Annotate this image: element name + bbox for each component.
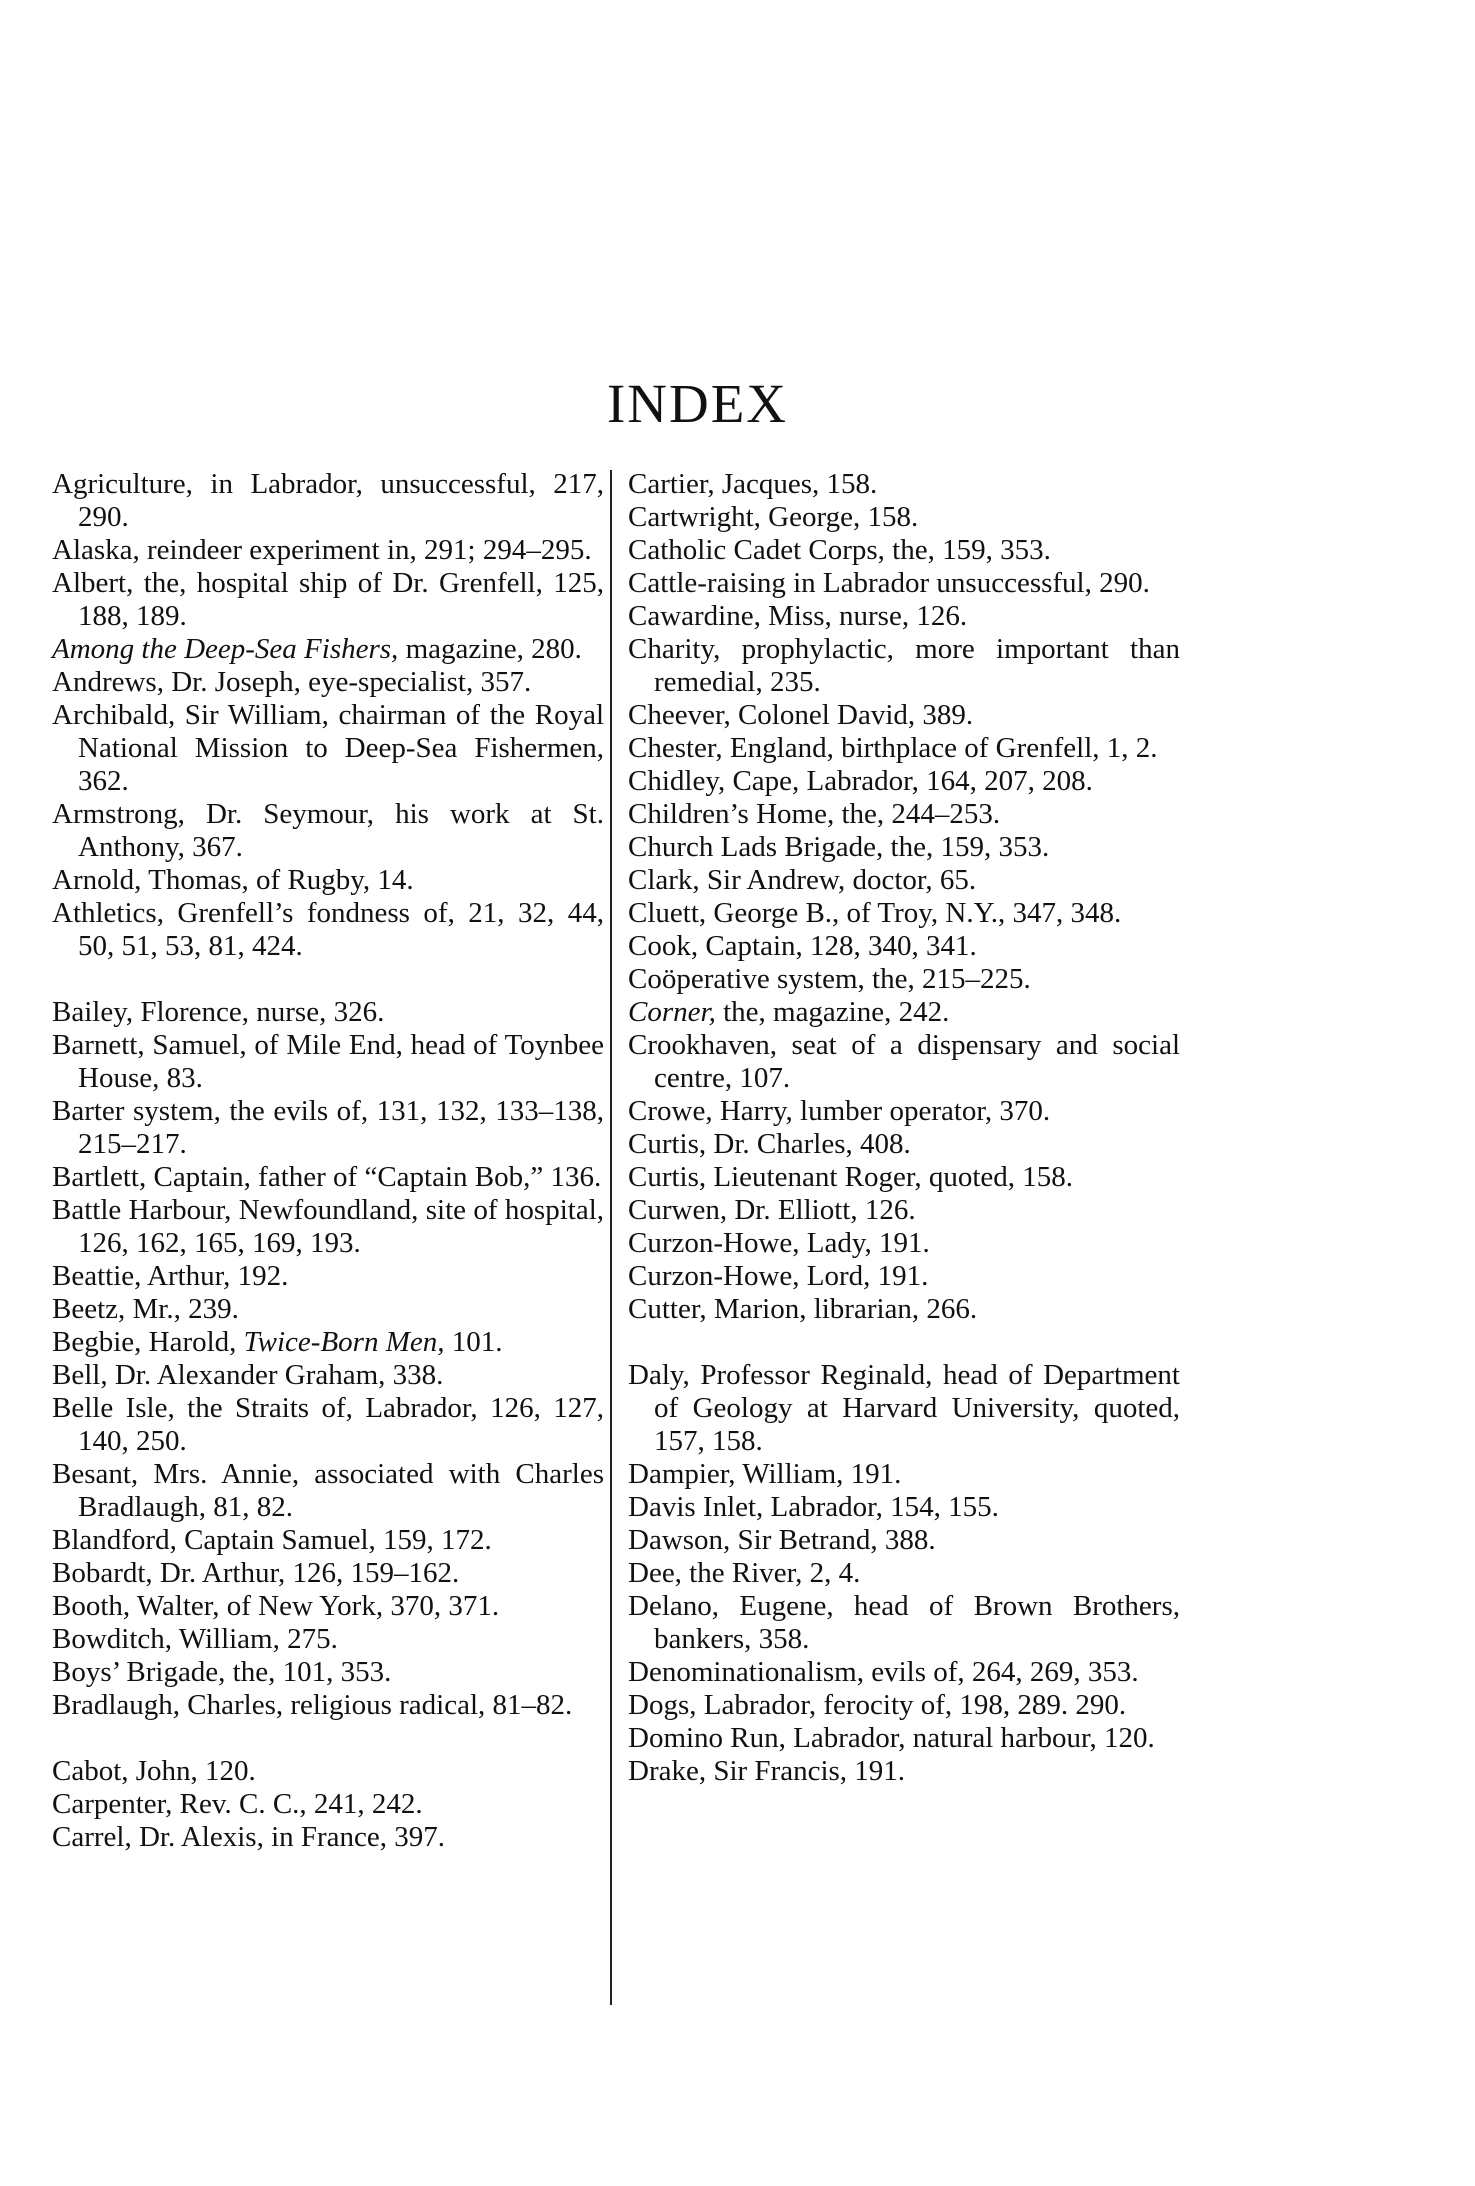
index-entry [52,468,604,534]
index-entry [52,1656,604,1689]
index-entry-text: Cawardine, Miss, nurse, 126. [628,600,968,632]
index-entry [628,1458,1180,1491]
index-entry [52,1095,604,1161]
index-entry-text: Besant, Mrs. Annie, associated with Charles Bradlaugh, 81, 82. [52,1458,604,1523]
index-entry-text: Dawson, Sir Betrand, 388. [628,1524,936,1556]
index-entry [52,1788,604,1821]
index-entry-text: Coöperative system, the, 215–225. [628,963,1031,995]
index-entry [628,1227,1180,1260]
index-entry [52,798,604,864]
index-entry-text: Crowe, Harry, lumber operator, 370. [628,1095,1051,1127]
index-entry [628,1128,1180,1161]
index-entry [52,1194,604,1260]
index-entry-text: Bartlett, Captain, father of “Captain Bob,” 136. [52,1161,602,1193]
index-entry-text: Alaska, reindeer experiment in, 291; 294–295. [52,534,592,566]
index-entry-text: Cutter, Marion, librarian, 266. [628,1293,978,1325]
index-entry-italic-text: Among the Deep-Sea Fishers, [52,633,399,665]
index-entry-text: Bell, Dr. Alexander Graham, 338. [52,1359,444,1391]
index-entry [52,1260,604,1293]
index-entry [628,1722,1180,1755]
index-entry [52,1392,604,1458]
index-entry-text: Cook, Captain, 128, 340, 341. [628,930,977,962]
index-entry-text: Agriculture, in Labrador, unsuccessful, 217, 290. [52,468,604,533]
index-entry-text: Barter system, the evils of, 131, 132, 133–138, 215–217. [52,1095,604,1160]
index-entry-text: Davis Inlet, Labrador, 154, 155. [628,1491,999,1523]
index-column-right [628,468,1180,1788]
index-entry [628,699,1180,732]
index-entry-text: Boys’ Brigade, the, 101, 353. [52,1656,392,1688]
index-entry-text: Cattle-raising in Labrador unsuccessful, 290. [628,567,1150,599]
index-entry-text: Church Lads Brigade, the, 159, 353. [628,831,1050,863]
index-entry [52,897,604,963]
index-entry [628,897,1180,930]
index-entry [628,1689,1180,1722]
index-entry-text: Catholic Cadet Corps, the, 159, 353. [628,534,1051,566]
index-entry-text: Dogs, Labrador, ferocity of, 198, 289. 290. [628,1689,1127,1721]
index-entry [628,468,1180,501]
index-entry [628,1029,1180,1095]
index-entry-text: Chester, England, birthplace of Grenfell, 1, 2. [628,732,1158,764]
index-entry-text: Archibald, Sir William, chairman of the Royal National Mission to Deep-Sea Fishermen, 362. [52,699,604,797]
index-entry-text: Curtis, Dr. Charles, 408. [628,1128,911,1160]
index-entry [628,963,1180,996]
index-entry-text: Curzon-Howe, Lord, 191. [628,1260,929,1292]
index-entry [628,501,1180,534]
index-entry [628,1656,1180,1689]
index-entry [628,1590,1180,1656]
index-entry-text: Charity, prophylactic, more important than remedial, 235. [628,633,1180,698]
index-entry [628,1557,1180,1590]
index-entry-text: Barnett, Samuel, of Mile End, head of Toynbee House, 83. [52,1029,604,1094]
index-entry [628,567,1180,600]
index-entry-text: Athletics, Grenfell’s fondness of, 21, 32, 44, 50, 51, 53, 81, 424. [52,897,604,962]
index-entry [52,864,604,897]
index-entry-text: Cartwright, George, 158. [628,501,919,533]
column-divider [610,470,612,2005]
index-entry-text: Domino Run, Labrador, natural harbour, 120. [628,1722,1155,1754]
index-entry-text: Arnold, Thomas, of Rugby, 14. [52,864,414,896]
index-entry-text: Albert, the, hospital ship of Dr. Grenfell, 125, 188, 189. [52,567,604,632]
index-entry [628,633,1180,699]
index-entry [628,1161,1180,1194]
index-entry-text: Beetz, Mr., 239. [52,1293,239,1325]
index-entry [52,1524,604,1557]
index-entry [628,534,1180,567]
index-entry-text: Cheever, Colonel David, 389. [628,699,974,731]
index-entry [52,1326,604,1359]
index-entry [52,1458,604,1524]
index-entry-text: Battle Harbour, Newfoundland, site of hospital, 126, 162, 165, 169, 193. [52,1194,604,1259]
index-entry [52,1590,604,1623]
index-entry [628,864,1180,897]
index-entry-text: Dampier, William, 191. [628,1458,902,1490]
index-entry-text: Dee, the River, 2, 4. [628,1557,861,1589]
index-entry-text: Children’s Home, the, 244–253. [628,798,1001,830]
index-entry [628,600,1180,633]
index-column-left [52,468,604,1854]
index-entry [628,798,1180,831]
index-entry [52,699,604,798]
index-entry-text: the, magazine, 242. [715,996,950,1028]
index-entry-text: Carpenter, Rev. C. C., 241, 242. [52,1788,423,1820]
index-entry-text: Drake, Sir Francis, 191. [628,1755,906,1787]
index-entry-text: Clark, Sir Andrew, doctor, 65. [628,864,977,896]
index-entry-text: Crookhaven, seat of a dispensary and social centre, 107. [628,1029,1180,1094]
index-entry-text: Bradlaugh, Charles, religious radical, 81–82. [52,1689,573,1721]
index-entry [628,1095,1180,1128]
index-entry-text: Bowditch, William, 275. [52,1623,338,1655]
index-entry [628,1359,1180,1458]
index-entry [52,1161,604,1194]
index-entry-text: Denominationalism, evils of, 264, 269, 353. [628,1656,1139,1688]
index-entry [52,1821,604,1854]
index-entry-text: Curwen, Dr. Elliott, 126. [628,1194,916,1226]
index-entry-text: Beattie, Arthur, 192. [52,1260,289,1292]
index-entry-text: Cartier, Jacques, 158. [628,468,878,500]
index-entry-text: Curzon-Howe, Lady, 191. [628,1227,930,1259]
index-entry-text: Armstrong, Dr. Seymour, his work at St. Anthony, 367. [52,798,604,863]
index-entry-italic-text: Corner, [628,996,716,1028]
index-entry [52,534,604,567]
index-entry [628,1755,1180,1788]
index-entry-text: Belle Isle, the Straits of, Labrador, 126, 127, 140, 250. [52,1392,604,1457]
index-entry-text: Daly, Professor Reginald, head of Department of Geology at Harvard University, quoted, 157, 158. [628,1359,1180,1457]
index-entry [628,930,1180,963]
index-entry [52,1359,604,1392]
index-entry-text: Blandford, Captain Samuel, 159, 172. [52,1524,492,1556]
index-entry-text: Booth, Walter, of New York, 370, 371. [52,1590,500,1622]
index-entry [628,831,1180,864]
index-entry [628,765,1180,798]
index-entry-text: Begbie, Harold, [52,1326,244,1358]
index-entry-text: Cabot, John, 120. [52,1755,256,1787]
index-entry [628,1260,1180,1293]
index-entry [52,1557,604,1590]
index-entry-text: Curtis, Lieutenant Roger, quoted, 158. [628,1161,1074,1193]
index-entry [52,567,604,633]
index-entry-text: Chidley, Cape, Labrador, 164, 207, 208. [628,765,1093,797]
index-entry-text: Cluett, George B., of Troy, N.Y., 347, 348. [628,897,1122,929]
index-entry [52,1293,604,1326]
index-entry-italic-text: Twice-Born Men, [243,1326,445,1358]
index-title: INDEX [606,373,789,434]
index-entry [52,1029,604,1095]
index-entry [52,996,604,1029]
index-entry [628,1194,1180,1227]
index-entry-text: Carrel, Dr. Alexis, in France, 397. [52,1821,446,1853]
index-entry [628,1524,1180,1557]
index-entry-text: Bobardt, Dr. Arthur, 126, 159–162. [52,1557,460,1589]
index-entry-text: 101. [444,1326,503,1358]
index-entry [628,1293,1180,1326]
index-entry [52,1623,604,1656]
index-entry-text: Bailey, Florence, nurse, 326. [52,996,385,1028]
index-entry-text: magazine, 280. [398,633,582,665]
index-entry-text: Delano, Eugene, head of Brown Brothers, bankers, 358. [628,1590,1180,1655]
index-entry [52,1689,604,1722]
index-entry [52,1755,604,1788]
index-entry [628,996,1180,1029]
index-entry-text: Andrews, Dr. Joseph, eye-specialist, 357. [52,666,532,698]
index-entry [52,633,604,666]
index-entry [628,1491,1180,1524]
index-entry [628,732,1180,765]
index-entry [52,666,604,699]
